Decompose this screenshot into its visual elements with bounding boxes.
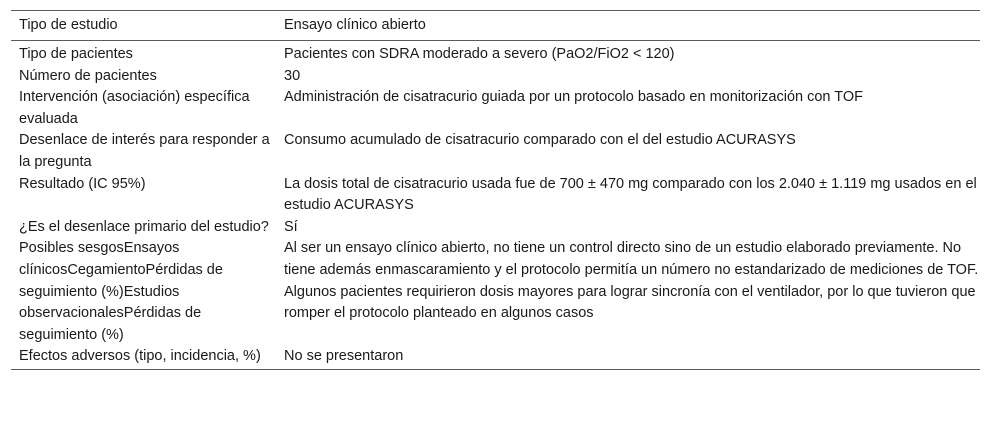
row-value: Consumo acumulado de cisatracurio comparado con el del estudio ACURASYS xyxy=(284,132,796,149)
row-value: Sí xyxy=(284,218,298,235)
row-label: Resultado (IC 95%) xyxy=(19,175,146,192)
row-value: No se presentaron xyxy=(284,348,404,365)
row-value: 30 xyxy=(284,67,301,84)
row-label: Posibles sesgosEnsayos clínicosCegamientoPérdidas de seguimiento (%)Estudios observacionalesPérdidas de seguimiento (%) xyxy=(19,240,223,343)
table-row xyxy=(11,87,980,130)
study-summary-table xyxy=(11,10,980,370)
table-header xyxy=(11,11,980,41)
table-row xyxy=(11,66,980,88)
header-row xyxy=(11,11,980,41)
table-body xyxy=(11,41,980,370)
row-label: Desenlace de interés para responder a la pregunta xyxy=(19,132,270,170)
table-row xyxy=(11,41,980,66)
row-label: Intervención (asociación) específica evaluada xyxy=(19,89,250,127)
table-row xyxy=(11,238,980,346)
table-row xyxy=(11,174,980,217)
table-row xyxy=(11,217,980,239)
row-value: Administración de cisatracurio guiada por un protocolo basado en monitorización con TOF xyxy=(284,89,863,106)
header-value-cell: Ensayo clínico abierto xyxy=(284,17,426,33)
study-summary-table-container xyxy=(11,10,980,370)
table-row xyxy=(11,346,980,369)
row-value: Pacientes con SDRA moderado a severo (PaO2/FiO2 < 120) xyxy=(284,46,675,62)
row-label: ¿Es el desenlace primario del estudio? xyxy=(19,218,269,235)
header-label-cell: Tipo de estudio xyxy=(19,17,118,33)
table-row xyxy=(11,130,980,173)
row-value: La dosis total de cisatracurio usada fue de 700 ± 470 mg comparado con los 2.040 ± 1.119 mg usados en el estudio ACURASYS xyxy=(284,175,977,214)
row-value: Al ser un ensayo clínico abierto, no tiene un control directo sino de un estudio elaborado previamente. No tiene además enmascaramiento y el protocolo permitía un número no estandarizado de mediciones de TOF. Algunos pacientes requirieron dosis mayores para lograr sincronía con el ventilador, por lo que tuvieron que romper el protocolo planteado en algunos casos xyxy=(284,240,979,322)
row-label: Efectos adversos (tipo, incidencia, %) xyxy=(19,348,261,365)
row-label: Tipo de pacientes xyxy=(19,46,133,62)
row-label: Número de pacientes xyxy=(19,67,157,84)
